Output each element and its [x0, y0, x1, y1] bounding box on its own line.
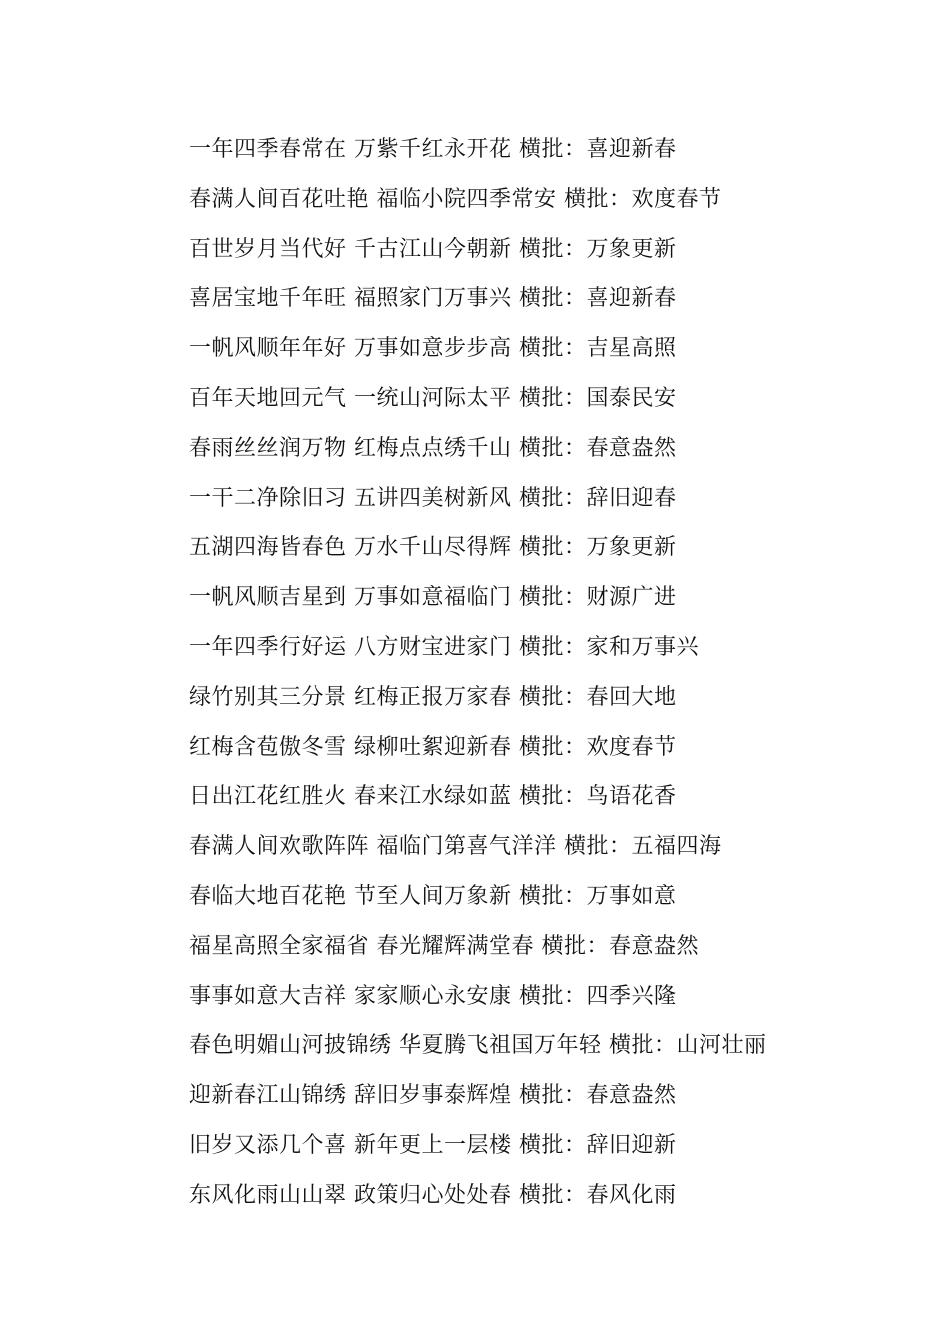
- couplet-line: 一帆风顺年年好 万事如意步步高 横批：吉星高照: [189, 336, 677, 362]
- couplet-line: 福星高照全家福省 春光耀辉满堂春 横批：春意盎然: [189, 933, 699, 959]
- couplet-line: 百世岁月当代好 千古江山今朝新 横批：万象更新: [189, 236, 677, 262]
- couplet-line: 一年四季春常在 万紫千红永开花 横批：喜迎新春: [189, 137, 677, 162]
- couplet-line: 百年天地回元气 一统山河际太平 横批：国泰民安: [189, 385, 677, 411]
- couplet-line: 喜居宝地千年旺 福照家门万事兴 横批：喜迎新春: [189, 286, 677, 312]
- couplet-line: 事事如意大吉祥 家家顺心永安康 横批：四季兴隆: [189, 983, 677, 1009]
- couplet-line: 五湖四海皆春色 万水千山尽得辉 横批：万象更新: [189, 535, 677, 561]
- couplet-line: 东风化雨山山翠 政策归心处处春 横批：春风化雨: [189, 1182, 677, 1208]
- couplet-line: 春满人间百花吐艳 福临小院四季常安 横批：欢度春节: [189, 186, 722, 212]
- couplet-line: 一帆风顺吉星到 万事如意福临门 横批：财源广进: [189, 585, 677, 611]
- couplet-line: 迎新春江山锦绣 辞旧岁事泰辉煌 横批：春意盎然: [189, 1083, 677, 1109]
- couplet-line: 日出江花红胜火 春来江水绿如蓝 横批：鸟语花香: [189, 784, 677, 810]
- couplet-line: 旧岁又添几个喜 新年更上一层楼 横批：辞旧迎新: [189, 1132, 677, 1158]
- couplet-line: 春满人间欢歌阵阵 福临门第喜气洋洋 横批：五福四海: [189, 834, 722, 860]
- couplet-line: 一干二净除旧习 五讲四美树新风 横批：辞旧迎春: [189, 485, 677, 511]
- couplet-line: 绿竹别其三分景 红梅正报万家春 横批：春回大地: [189, 684, 677, 710]
- couplet-line: 春临大地百花艳 节至人间万象新 横批：万事如意: [189, 883, 677, 909]
- couplet-line: 春色明媚山河披锦绣 华夏腾飞祖国万年轻 横批：山河壮丽: [189, 1033, 767, 1059]
- couplet-line: 春雨丝丝润万物 红梅点点绣千山 横批：春意盎然: [189, 435, 677, 461]
- couplet-list: [189, 134, 767, 1230]
- couplet-line: 红梅含苞傲冬雪 绿柳吐絮迎新春 横批：欢度春节: [189, 734, 677, 760]
- couplet-line: 一年四季行好运 八方财宝进家门 横批：家和万事兴: [189, 634, 699, 660]
